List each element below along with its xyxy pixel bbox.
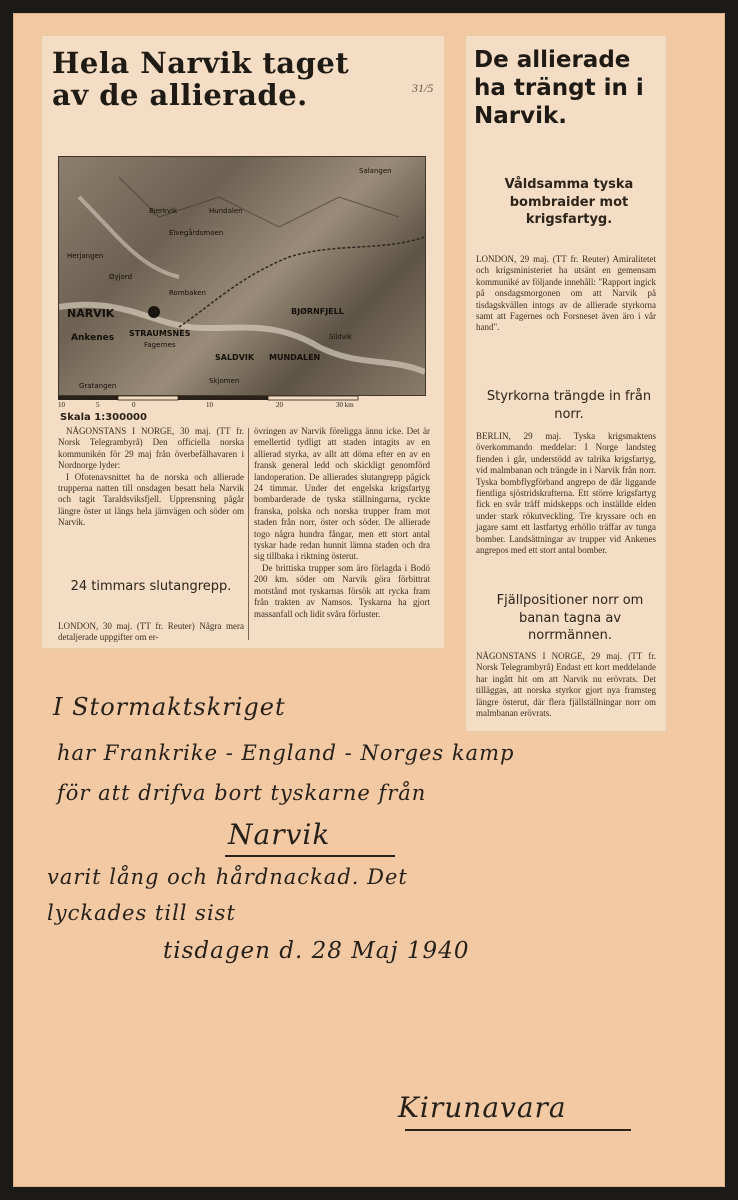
subheading: 24 timmars slutangrepp. (70, 579, 232, 594)
map-label: SALDVIK (215, 353, 255, 362)
map-label: Bjerkvik (149, 207, 178, 215)
paragraph: I Ofotenavsnittet ha de norska och allierade trupperna natten till onsdagen besatt hela Narvik och tagit Taraldsviksfjell. Upprensning pågår längre öster ut längs hela järnvägen och söder om Narvik. (58, 471, 244, 528)
map-label: BJØRNFJELL (291, 307, 344, 316)
paragraph: övringen av Narvik föreligga ännu icke. Det är emellertid tydligt att staden intagits av en allierad styrka, av allt att döma efter en av en fransk general ledd och skickligt genomförd landoperation. De allierades slutangrepp pågick 24 timmar. Under det engelska krigsfartyg bombarderade de tyska ställningarna, ryckte franska, polska och norska trupper fram mot staden från norr, öster och söder. De allierade togo några hundra fångar, men ett stort antal tyskar hade redan hunnit lämna staden och dra sig tillbaka i riktning österut. (254, 426, 430, 562)
article-column-2 (254, 426, 430, 620)
scale-tick: 10 (58, 401, 65, 409)
signature: Kirunavara (398, 1091, 567, 1124)
map-label: Gratangen (79, 382, 117, 390)
underline (225, 855, 395, 857)
map-label: Elvegårdsmoen (169, 229, 224, 237)
map-scale-bar (58, 396, 368, 408)
article-paragraph: BERLIN, 29 maj. Tyska krigsmaktens överkommando meddelar: I Norge landsteg fienden i går, understödd av talrika krigsfartyg, vid malmbanan och trängde in i Narvik från norr. Tyska bombflygförband angrepo de där liggande fientliga sjöstridskrafterna. Ett större krigsfartyg fick en svår träff midskepps och inställde elden under stark rökutveckling. Tre kryssare och en jagare samt ett lastfartyg erhöllo träffar av tunga bomber. Landsättningar av trupper vid Ankenes angrepos med ett stort antal bomber. (476, 431, 656, 556)
map-scale-label: Skala 1:300000 (60, 412, 147, 423)
map-label: Øyjord (109, 273, 133, 281)
signature-underline (405, 1129, 631, 1131)
newspaper-clipping-left (41, 35, 445, 649)
scale-tick: 10 (206, 401, 213, 409)
map-label: Rombaken (169, 289, 206, 297)
scale-tick: 30 km (336, 401, 354, 409)
headline-right: De allierade ha trängt in i Narvik. (474, 47, 644, 130)
article-paragraph: LONDON, 29 maj. (TT fr. Reuter) Amiralitetet och krigsministeriet ha utsänt en gemensam kommuniké av följande innehåll: "Rapport ingick på onsdagsmorgonen om att Narvik på tisdagskvällen intogs av de allierade styrkorna samt att Fagernes och Forsneset även äro i vår hand". (476, 254, 656, 333)
handwritten-line: I Stormaktskriget (53, 693, 286, 721)
scale-tick: 5 (96, 401, 100, 409)
scrapbook-page (13, 13, 725, 1187)
subheading: Våldsamma tyska bombraider mot krigsfartyg. (504, 177, 634, 228)
column-divider (248, 428, 249, 640)
article-paragraph: NÅGONSTANS I NORGE, 29 maj. (TT fr. Norsk Telegrambyrå) Endast ett kort meddelande har ingått hit om att Narvik nu erövrats. Det tilläggas, att norska styrkor gjort nya framsteg längre österut, där flera fjällställningar norr om malmbanan erövrats. (476, 651, 656, 719)
map-label: STRAUMSNES (129, 329, 191, 338)
subheading: Fjällpositioner norr om banan tagna av norrmännen. (496, 593, 644, 644)
map-label: NARVIK (67, 307, 115, 320)
headline-left: Hela Narvik taget av de allierade. (52, 46, 350, 112)
map-label: Skjomen (209, 377, 240, 385)
paragraph: NÅGONSTANS I NORGE, 30 maj. (TT fr. Norsk Telegrambyrå) Den officiella norska kommunikén för 29 maj från överbefälhavaren i Nordnorge lyder: (58, 426, 244, 471)
handwritten-line: varit lång och hårdnackad. Det (47, 865, 408, 889)
article-column-1 (58, 426, 244, 529)
map-label: Sildvik (329, 333, 352, 341)
subheading: Styrkorna trängde in från norr. (486, 389, 652, 422)
scale-tick: 0 (132, 401, 136, 409)
scale-tick: 20 (276, 401, 283, 409)
handwritten-line: tisdagen d. 28 Maj 1940 (163, 938, 470, 964)
map-label: Hundalen (209, 207, 243, 215)
map-label: Ankenes (71, 333, 115, 343)
handwritten-line: lyckades till sist (47, 901, 236, 925)
handwritten-line: har Frankrike - England - Norges kamp (57, 741, 515, 765)
article-column-1b: LONDON, 30 maj. (TT fr. Reuter) Några mera detaljerade uppgifter om er- (58, 621, 244, 643)
map-label: Salangen (359, 167, 392, 175)
map-label: Fagernes (144, 341, 176, 349)
map-label: Herjangen (67, 252, 104, 260)
narvik-map (58, 156, 426, 396)
pencil-note: 31/5 (412, 81, 434, 95)
paragraph: De brittiska trupper som äro förlagda i Bodö 200 km. söder om Narvik göra förbittrat motstånd mot tyskarnas försök att rycka fram från trakten av Namsos. Tyskarna ha gjort massanfall och lidit svåra förluster. (254, 562, 430, 619)
handwritten-line: Narvik (228, 818, 331, 851)
newspaper-clipping-right (465, 35, 667, 732)
handwritten-line: för att drifva bort tyskarne från (57, 781, 427, 805)
map-label: MUNDALEN (269, 353, 321, 362)
